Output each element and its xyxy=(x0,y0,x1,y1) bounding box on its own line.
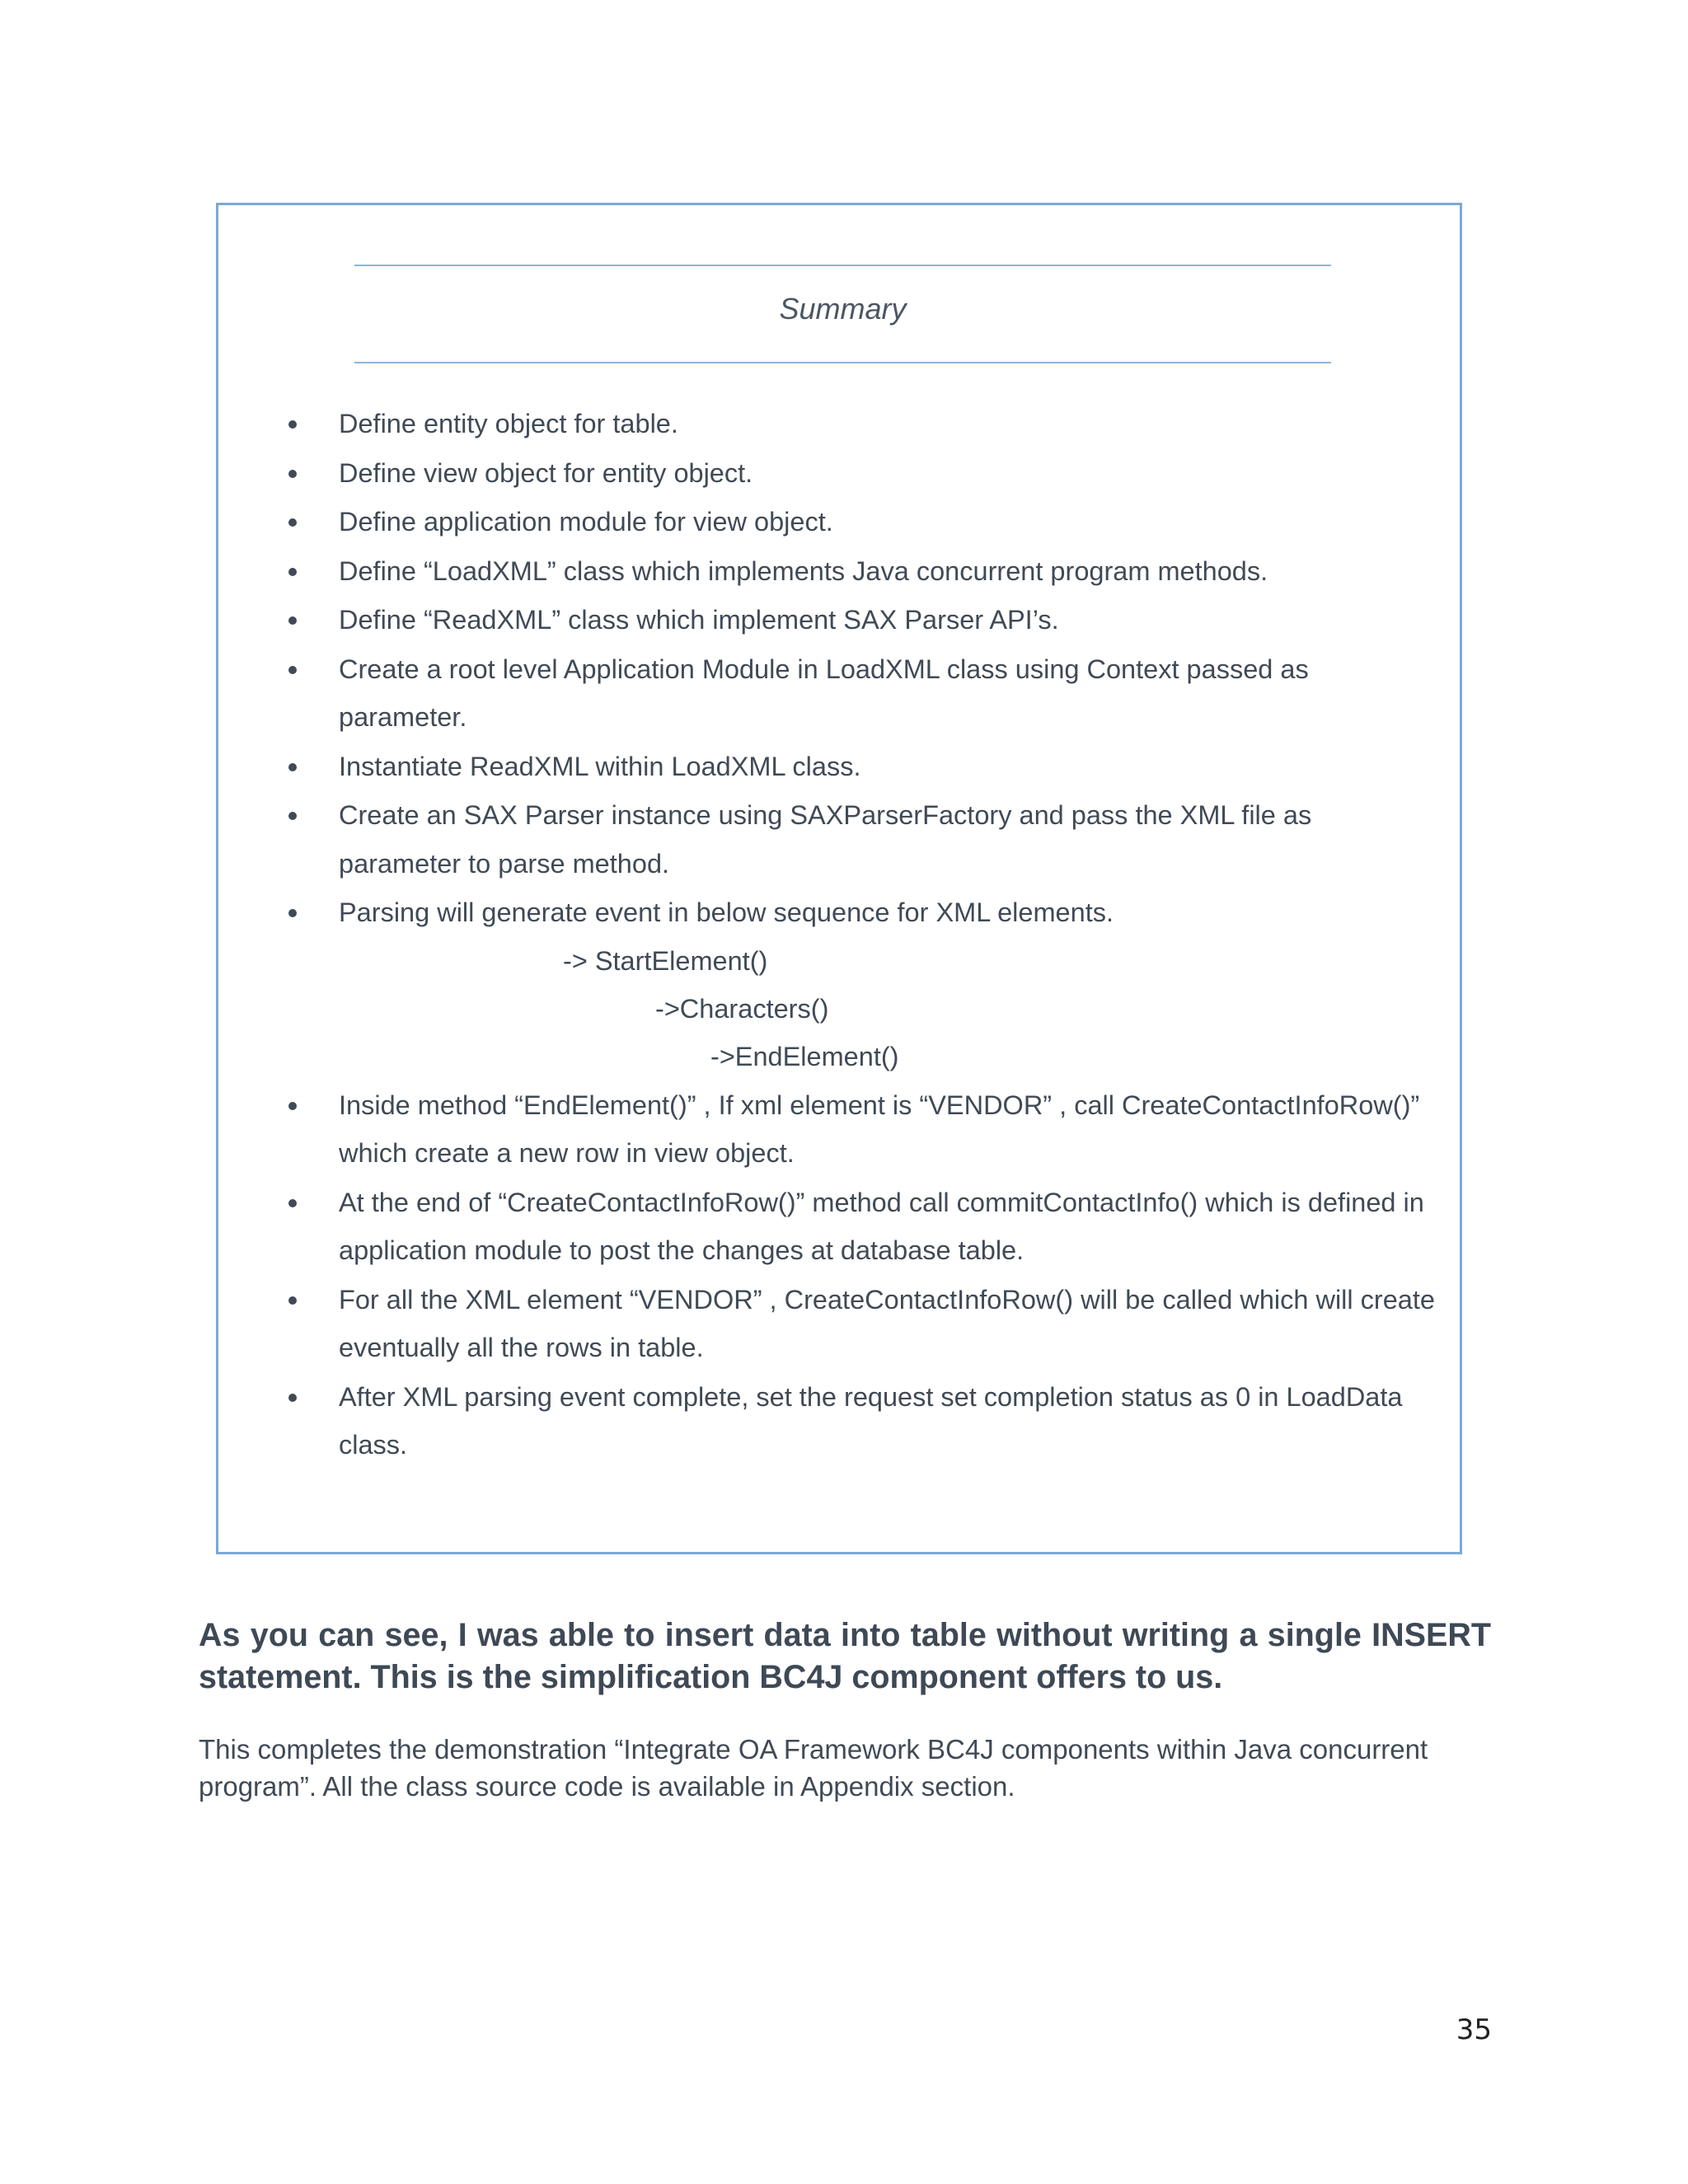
summary-item-text: Instantiate ReadXML within LoadXML class. xyxy=(339,751,861,781)
summary-title-rule-bottom xyxy=(354,362,1331,363)
summary-item xyxy=(218,1081,1465,1178)
summary-item-text: For all the XML element “VENDOR” , CreateContactInfoRow() will be called which will create eventually all the rows in table. xyxy=(339,1284,1435,1362)
summary-item xyxy=(218,791,1465,888)
body-paragraph: This completes the demonstration “Integrate OA Framework BC4J components within Java concurrent program”. All the class source code is available in Appendix section. xyxy=(199,1734,1428,1802)
bullet-icon xyxy=(288,666,297,674)
summary-list xyxy=(218,400,1465,1470)
summary-item xyxy=(218,743,1465,791)
summary-item-text: Create a root level Application Module in LoadXML class using Context passed as parameter. xyxy=(339,654,1309,732)
summary-item-text: Define entity object for table. xyxy=(339,409,678,438)
summary-title-rule-top xyxy=(354,265,1331,266)
summary-box xyxy=(216,203,1462,1554)
summary-item xyxy=(218,1276,1465,1372)
bullet-icon xyxy=(288,909,297,917)
summary-title: Summary xyxy=(779,292,907,326)
summary-item xyxy=(218,400,1465,448)
summary-item-text: Create an SAX Parser instance using SAXParserFactory and pass the XML file as parameter to parse method. xyxy=(339,800,1312,879)
summary-item xyxy=(218,596,1465,644)
summary-item-text: Define “LoadXML” class which implements Java concurrent program methods. xyxy=(339,555,1268,586)
bold-statement-paragraph: As you can see, I was able to insert data into table without writing a single INSERT statement. This is the simplification BC4J component offers to us. xyxy=(199,1617,1491,1695)
sequence-step-end-element: ->EndElement() xyxy=(710,1041,899,1071)
summary-item xyxy=(218,645,1465,742)
summary-item xyxy=(218,1373,1465,1469)
bullet-icon xyxy=(288,616,297,625)
summary-item-text: After XML parsing event complete, set the request set completion status as 0 in LoadData class. xyxy=(339,1381,1403,1460)
summary-item-text: Parsing will generate event in below sequence for XML elements. xyxy=(339,898,1114,927)
summary-item-text: At the end of “CreateContactInfoRow()” method call commitContactInfo() which is defined in application module to post the changes at database table. xyxy=(339,1187,1424,1265)
bullet-icon xyxy=(288,518,297,527)
sequence-step-start-element: -> StartElement() xyxy=(563,945,768,976)
summary-item-text: Define view object for entity object. xyxy=(339,457,753,488)
summary-item-text: Define application module for view object. xyxy=(339,507,833,537)
bullet-icon xyxy=(288,1102,297,1110)
summary-item xyxy=(218,498,1465,546)
bullet-icon xyxy=(288,1394,297,1402)
summary-item xyxy=(218,888,1465,1080)
summary-item xyxy=(218,449,1465,498)
page-number: 35 xyxy=(1456,2013,1492,2046)
bullet-icon xyxy=(288,420,297,429)
bullet-icon xyxy=(288,812,297,820)
summary-item-text: Define “ReadXML” class which implement SAX Parser API’s. xyxy=(339,605,1059,635)
bullet-icon xyxy=(288,1199,297,1207)
bullet-icon xyxy=(288,568,297,576)
sequence-step-characters: ->Characters() xyxy=(655,993,829,1024)
summary-item xyxy=(218,547,1465,596)
summary-item xyxy=(218,1179,1465,1275)
bullet-icon xyxy=(288,1296,297,1305)
bullet-icon xyxy=(288,763,297,771)
bullet-icon xyxy=(288,470,297,478)
summary-item-text: Inside method “EndElement()” , If xml element is “VENDOR” , call CreateContactInfoRow()” which create a new row in view object. xyxy=(339,1090,1420,1168)
